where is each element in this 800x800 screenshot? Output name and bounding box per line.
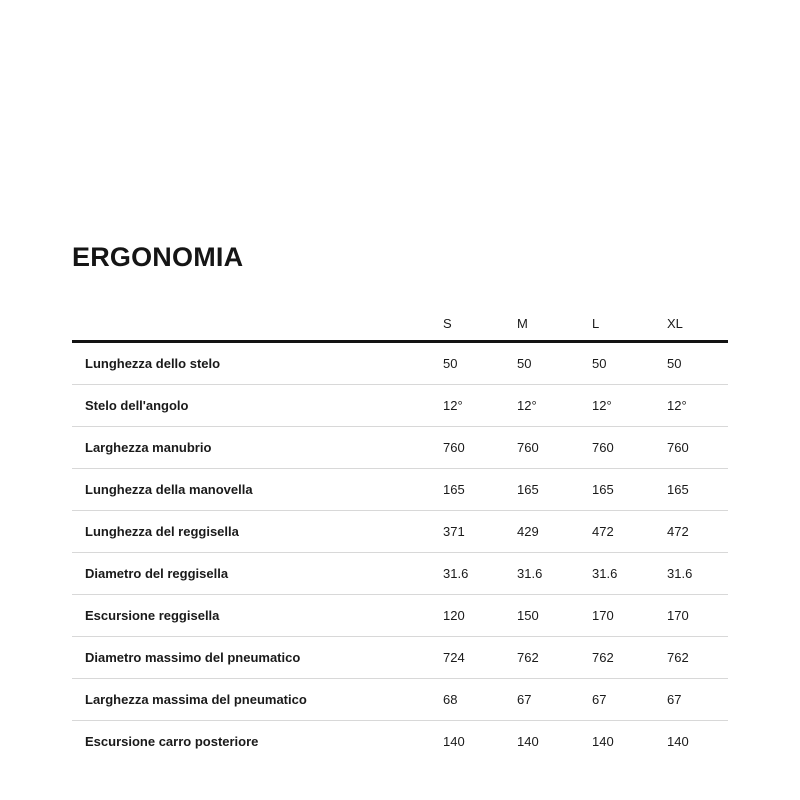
row-value: 472 (667, 524, 689, 539)
column-header-s: S (443, 316, 452, 331)
row-label: Diametro massimo del pneumatico (85, 650, 301, 665)
row-label: Stelo dell'angolo (85, 398, 189, 413)
table-row (72, 721, 728, 762)
row-value: 12° (592, 398, 612, 413)
row-value: 68 (443, 692, 458, 707)
row-label: Lunghezza del reggisella (85, 524, 239, 539)
row-value: 760 (517, 440, 539, 455)
row-label: Escursione carro posteriore (85, 734, 259, 749)
column-header-xl: XL (667, 316, 683, 331)
table-row (72, 427, 728, 469)
column-header-l: L (592, 316, 600, 331)
table-row (72, 595, 728, 637)
row-value: 165 (517, 482, 539, 497)
row-value: 67 (592, 692, 607, 707)
page-title: ERGONOMIA (72, 242, 244, 272)
row-value: 50 (592, 356, 607, 371)
table-header-row (72, 307, 728, 343)
row-value: 31.6 (592, 566, 618, 581)
row-value: 165 (443, 482, 465, 497)
row-value: 472 (592, 524, 614, 539)
row-value: 140 (443, 734, 465, 749)
row-value: 50 (667, 356, 682, 371)
row-value: 762 (592, 650, 614, 665)
table-row (72, 469, 728, 511)
row-value: 429 (517, 524, 539, 539)
row-value: 31.6 (443, 566, 469, 581)
row-value: 140 (592, 734, 614, 749)
column-header-m: M (517, 316, 528, 331)
row-value: 150 (517, 608, 539, 623)
row-value: 170 (592, 608, 614, 623)
table-row (72, 343, 728, 385)
row-value: 165 (592, 482, 614, 497)
row-label: Lunghezza della manovella (85, 482, 253, 497)
row-value: 50 (517, 356, 532, 371)
row-value: 762 (517, 650, 539, 665)
row-label: Lunghezza dello stelo (85, 356, 221, 371)
row-value: 165 (667, 482, 689, 497)
row-value: 12° (443, 398, 463, 413)
row-value: 760 (443, 440, 465, 455)
row-value: 371 (443, 524, 465, 539)
row-value: 50 (443, 356, 458, 371)
row-value: 67 (667, 692, 682, 707)
row-value: 120 (443, 608, 465, 623)
row-value: 170 (667, 608, 689, 623)
ergonomics-table (72, 307, 728, 762)
row-label: Diametro del reggisella (85, 566, 229, 581)
row-label: Larghezza massima del pneumatico (85, 692, 307, 707)
row-value: 12° (517, 398, 537, 413)
table-row (72, 637, 728, 679)
row-value: 760 (667, 440, 689, 455)
row-value: 31.6 (667, 566, 693, 581)
row-value: 762 (667, 650, 689, 665)
table-body (72, 343, 728, 762)
table-row (72, 679, 728, 721)
table-row (72, 385, 728, 427)
row-value: 140 (667, 734, 689, 749)
row-value: 724 (443, 650, 465, 665)
row-value: 140 (517, 734, 539, 749)
row-label: Larghezza manubrio (85, 440, 212, 455)
row-value: 31.6 (517, 566, 543, 581)
row-label: Escursione reggisella (85, 608, 220, 623)
table-row (72, 553, 728, 595)
row-value: 760 (592, 440, 614, 455)
row-value: 67 (517, 692, 532, 707)
table-row (72, 511, 728, 553)
row-value: 12° (667, 398, 687, 413)
